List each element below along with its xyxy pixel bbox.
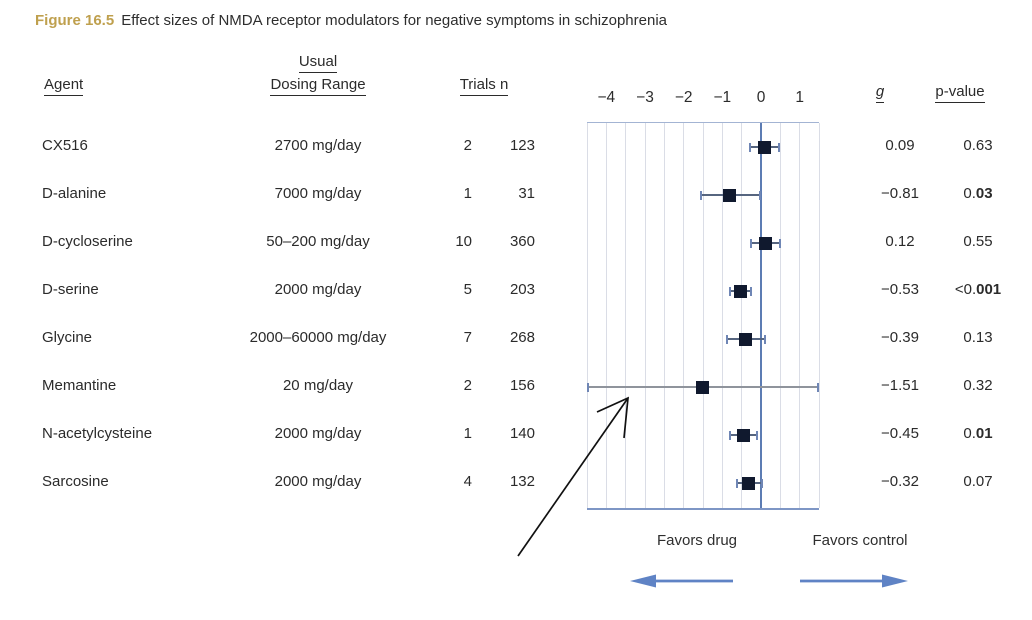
row-agent-name: Glycine: [42, 329, 93, 346]
confidence-interval-cap: [749, 143, 751, 152]
row-agent-name: D-alanine: [42, 185, 107, 202]
effect-size-marker: [734, 285, 747, 298]
effect-size-marker: [723, 189, 736, 202]
p-value-bold-part: 001: [976, 281, 1002, 298]
row-p-value: [926, 472, 1030, 492]
row-sample-size: 140: [509, 425, 535, 442]
favors-direction-arrows: [620, 570, 920, 592]
column-header-dosing-range: Dosing Range: [198, 76, 438, 94]
p-value-normal-part: 0.55: [963, 233, 993, 250]
row-trials-count: 4: [463, 473, 472, 490]
row-trials-count: 1: [463, 185, 472, 202]
row-trials-count: 2: [463, 377, 472, 394]
gridline: [722, 123, 723, 508]
row-sample-size: 360: [509, 233, 535, 250]
favors-control-label: Favors control: [812, 532, 908, 549]
confidence-interval-cap: [761, 479, 763, 488]
row-dosing-range: 2000 mg/day: [274, 473, 362, 490]
p-value-normal-part: 0.13: [963, 329, 993, 346]
p-value-normal-part: 0.07: [963, 473, 993, 490]
row-sample-size: 203: [509, 281, 535, 298]
figure-title: Effect sizes of NMDA receptor modulators for negative symptoms in schizophrenia: [121, 12, 667, 29]
row-p-value: [926, 376, 1030, 396]
row-sample-size: 31: [518, 185, 535, 202]
column-header-trials-n: Trials n: [436, 76, 532, 94]
row-agent-name: Memantine: [42, 377, 117, 394]
row-dosing-range: 50–200 mg/day: [266, 233, 370, 250]
gridline: [664, 123, 665, 508]
confidence-interval-cap: [778, 143, 780, 152]
callout-arrow-icon: [505, 385, 640, 565]
confidence-interval-cap: [736, 479, 738, 488]
x-axis-tick-label: −3: [636, 89, 654, 106]
x-axis-tick-label: −4: [597, 89, 616, 106]
column-header-g: g: [855, 83, 905, 101]
row-dosing-range: 2000 mg/day: [274, 281, 362, 298]
confidence-interval-cap: [756, 431, 758, 440]
confidence-interval-cap: [750, 239, 752, 248]
figure-caption: [35, 12, 667, 29]
row-dosing-range: 2000 mg/day: [274, 425, 362, 442]
row-effect-size-g: −0.32: [881, 473, 919, 490]
effect-size-marker: [737, 429, 750, 442]
row-agent-name: Sarcosine: [42, 473, 109, 490]
gridline: [780, 123, 781, 508]
row-agent-name: N-acetylcysteine: [42, 425, 153, 442]
row-effect-size-g: 0.09: [885, 137, 915, 154]
confidence-interval-cap: [700, 191, 702, 200]
confidence-interval-cap: [726, 335, 728, 344]
gridline: [799, 123, 800, 508]
column-header-agent: Agent: [44, 76, 83, 94]
confidence-interval-cap: [779, 239, 781, 248]
row-agent-name: D-serine: [42, 281, 99, 298]
effect-size-marker: [696, 381, 709, 394]
gridline: [645, 123, 646, 508]
row-p-value: [926, 328, 1030, 348]
row-effect-size-g: −1.51: [881, 377, 919, 394]
favors-drug-arrow-icon: [630, 575, 733, 588]
x-axis-tick-label: −2: [674, 89, 693, 106]
confidence-interval-cap: [764, 335, 766, 344]
p-value-bold-part: 01: [975, 425, 993, 442]
row-dosing-range: 7000 mg/day: [274, 185, 362, 202]
favors-control-arrow-icon: [800, 575, 908, 588]
row-p-value: [926, 424, 1030, 444]
row-effect-size-g: −0.81: [881, 185, 919, 202]
row-trials-count: 7: [463, 329, 472, 346]
zero-effect-line: [760, 123, 762, 508]
row-agent-name: CX516: [42, 137, 88, 154]
row-dosing-range: 2000–60000 mg/day: [249, 329, 387, 346]
row-sample-size: 132: [509, 473, 535, 490]
p-value-normal-part: <0.: [954, 281, 977, 298]
gridline: [703, 123, 704, 508]
effect-size-marker: [739, 333, 752, 346]
row-sample-size: 268: [509, 329, 535, 346]
confidence-interval-cap: [759, 191, 761, 200]
row-effect-size-g: −0.39: [881, 329, 919, 346]
row-trials-count: 5: [463, 281, 472, 298]
effect-size-marker: [742, 477, 755, 490]
figure-number: Figure 16.5: [35, 12, 115, 29]
p-value-normal-part: 0.32: [963, 377, 993, 394]
row-trials-count: 10: [455, 233, 472, 250]
x-axis-tick-label: −1: [713, 89, 732, 106]
row-sample-size: 123: [509, 137, 535, 154]
row-p-value: [926, 136, 1030, 156]
x-axis-tick-label: 1: [795, 89, 804, 106]
p-value-normal-part: 0.: [963, 425, 976, 442]
row-agent-name: D-cycloserine: [42, 233, 133, 250]
row-trials-count: 1: [463, 425, 472, 442]
row-trials-count: 2: [463, 137, 472, 154]
confidence-interval-cap: [729, 431, 731, 440]
gridline: [741, 123, 742, 508]
row-p-value: [926, 232, 1030, 252]
effect-size-marker: [758, 141, 771, 154]
row-effect-size-g: 0.12: [885, 233, 915, 250]
row-p-value: [926, 184, 1030, 204]
confidence-interval-cap: [750, 287, 752, 296]
p-value-bold-part: 03: [975, 185, 993, 202]
row-effect-size-g: −0.45: [881, 425, 919, 442]
gridline: [819, 123, 820, 508]
p-value-normal-part: 0.63: [963, 137, 993, 154]
p-value-normal-part: 0.: [963, 185, 976, 202]
row-sample-size: 156: [509, 377, 535, 394]
confidence-interval-cap: [817, 383, 819, 392]
row-effect-size-g: −0.53: [881, 281, 919, 298]
gridline: [683, 123, 684, 508]
row-dosing-range: 2700 mg/day: [274, 137, 362, 154]
row-p-value: [926, 280, 1030, 300]
x-axis-tick-label: 0: [756, 89, 766, 106]
favors-drug-label: Favors drug: [656, 532, 738, 549]
column-header-p-value: p-value: [910, 83, 1010, 101]
column-header-usual: Usual: [198, 53, 438, 71]
effect-size-marker: [759, 237, 772, 250]
confidence-interval-cap: [729, 287, 731, 296]
row-dosing-range: 20 mg/day: [282, 377, 354, 394]
